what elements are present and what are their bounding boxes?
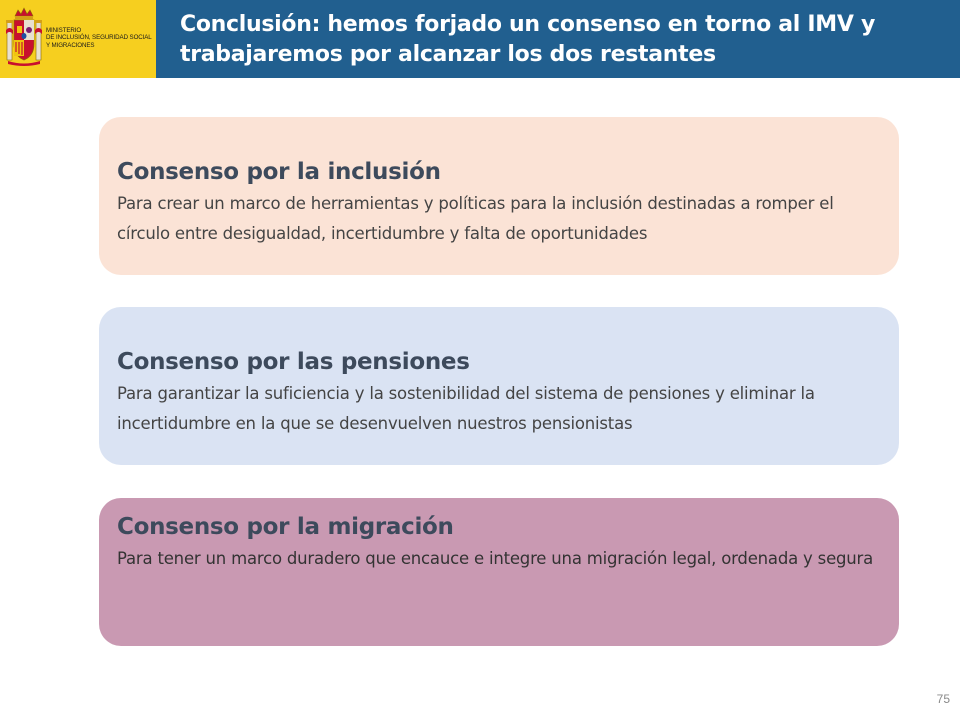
card-heading: Consenso por las pensiones xyxy=(117,349,470,375)
ministry-line-3: Y MIGRACIONES xyxy=(46,41,95,49)
ministry-line-1: MINISTERIO xyxy=(46,27,82,34)
card-consenso-migracion xyxy=(99,498,899,646)
card-body: Para garantizar la suficiencia y la sostenibilidad del sistema de pensiones y eliminar la incertidumbre en la que se desenvuelven nuestros pensionistas xyxy=(117,384,815,433)
card-body: Para crear un marco de herramientas y políticas para la inclusión destinadas a romper el círculo entre desigualdad, incertidumbre y falta de oportunidades xyxy=(117,194,834,243)
ministry-name xyxy=(46,27,154,49)
card-consenso-pensiones xyxy=(99,307,899,465)
ministry-logo xyxy=(0,0,156,78)
card-consenso-inclusion xyxy=(99,117,899,275)
ministry-line-2: DE INCLUSIÓN, SEGURIDAD SOCIAL xyxy=(46,34,152,42)
title-bar xyxy=(156,0,960,78)
slide-title: Conclusión: hemos forjado un consenso en torno al IMV y trabajaremos por alcanzar los dos restantes xyxy=(180,12,876,67)
card-heading: Consenso por la migración xyxy=(117,514,454,540)
slide-header xyxy=(0,0,960,78)
card-heading: Consenso por la inclusión xyxy=(117,159,441,185)
coat-of-arms-icon xyxy=(6,6,42,68)
page-number: 75 xyxy=(936,692,950,706)
card-body: Para tener un marco duradero que encauce e integre una migración legal, ordenada y segura xyxy=(117,549,874,568)
